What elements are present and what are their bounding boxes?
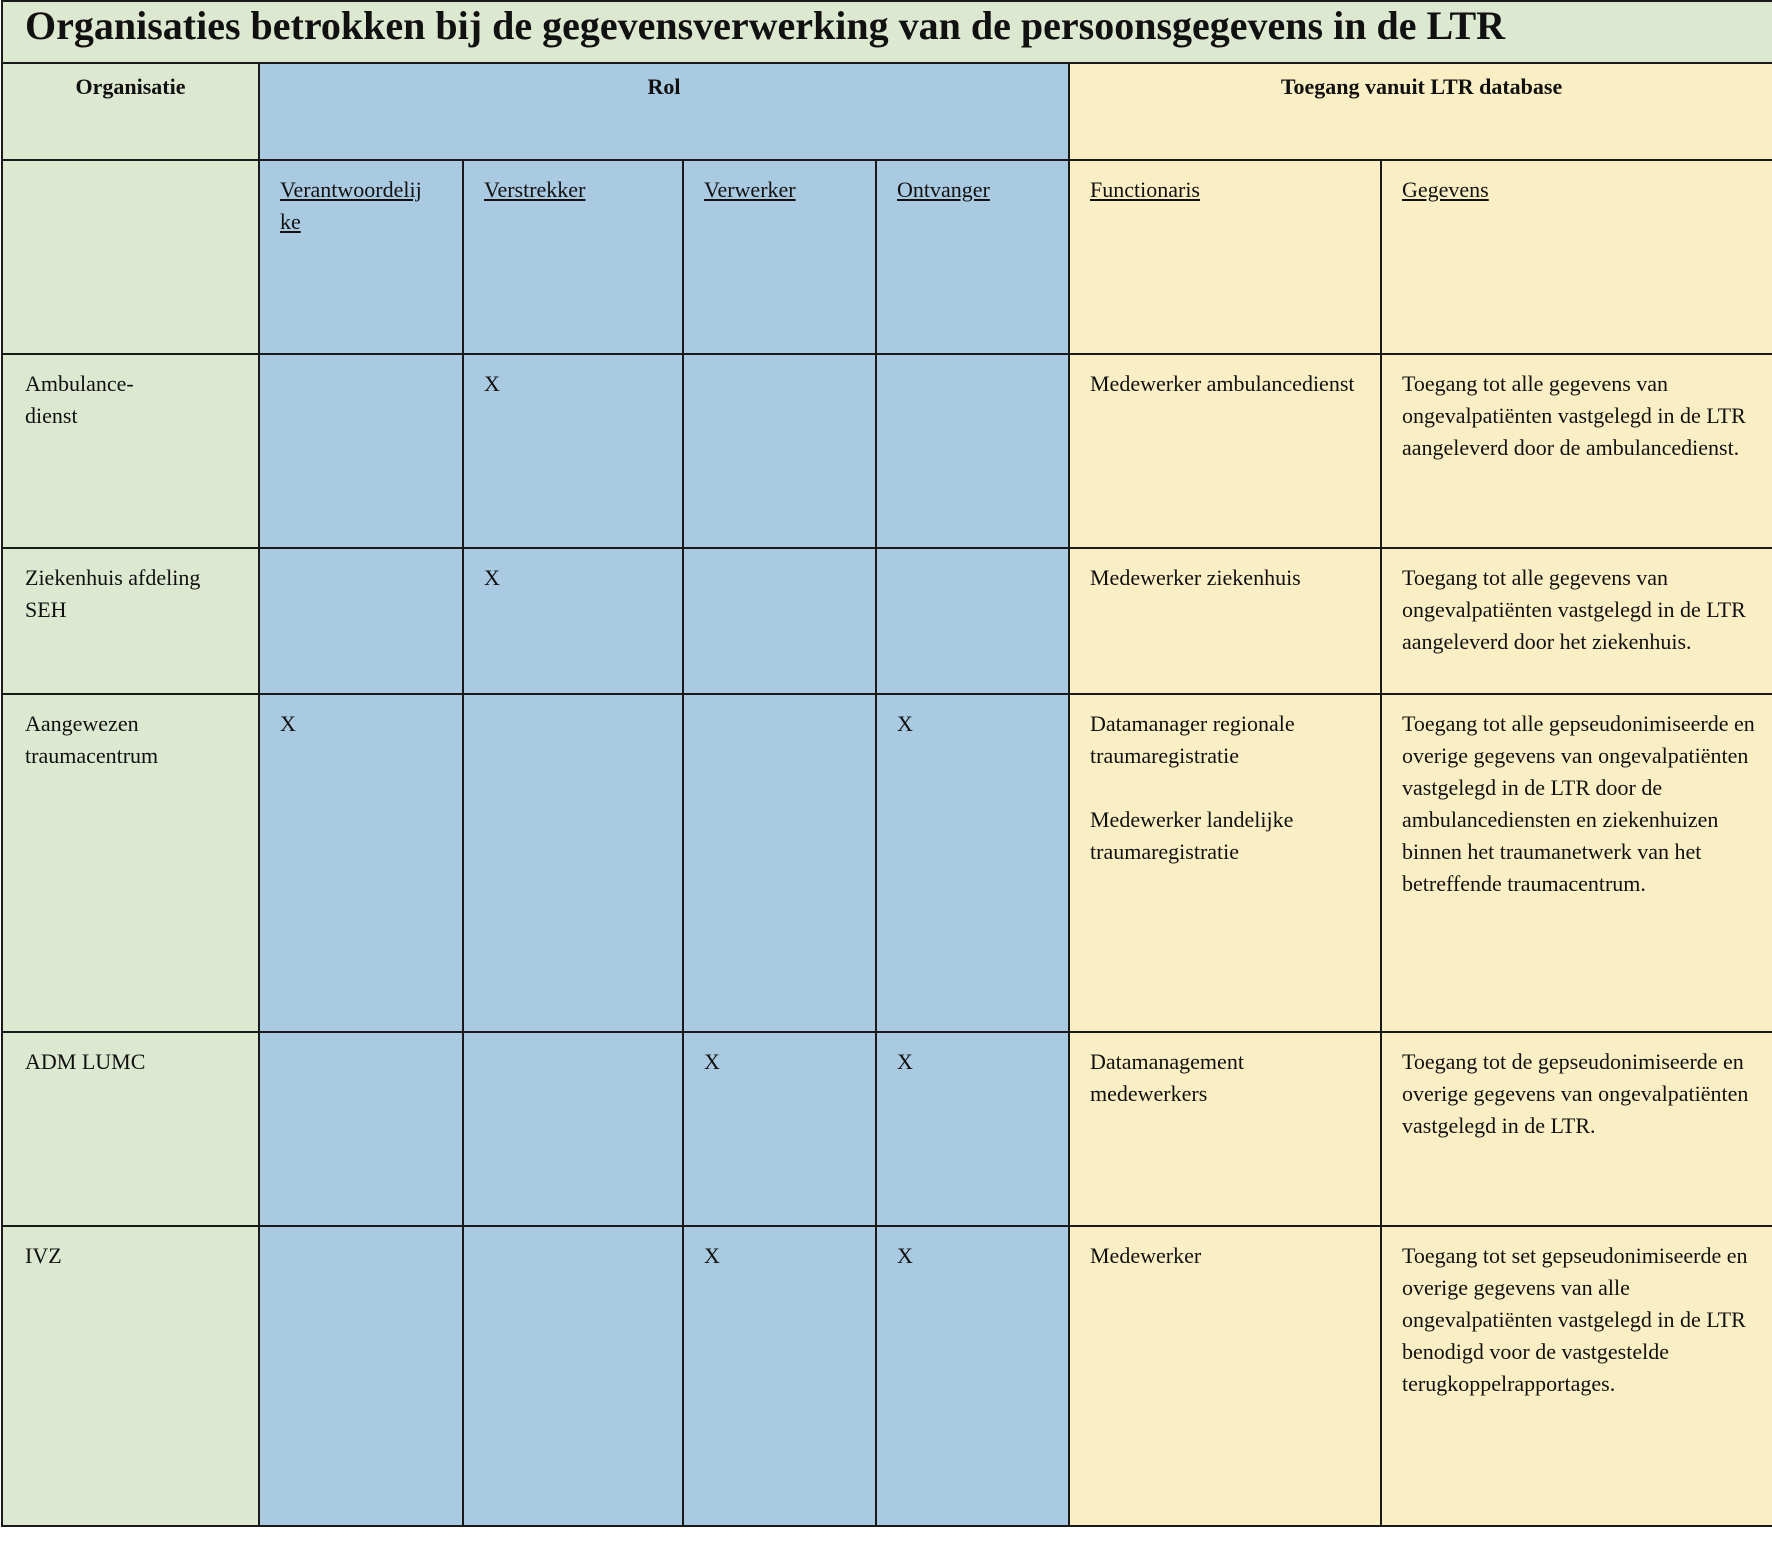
header-rol <box>259 63 1069 160</box>
cell-gegevens <box>1381 548 1772 694</box>
cell-verwerker <box>683 1226 876 1526</box>
table-row <box>2 1226 1772 1526</box>
table-row <box>2 354 1772 548</box>
cell-organisatie <box>2 694 259 1032</box>
verstrekker-mark: X <box>484 371 500 396</box>
verstrekker-mark <box>464 1033 682 1046</box>
cell-verantwoordelijke <box>259 1032 463 1226</box>
subheader-gegevens-label: Gegevens <box>1402 177 1489 202</box>
header-rol-label: Rol <box>647 74 681 99</box>
ontvanger-mark: X <box>897 1049 913 1074</box>
subheader-ontvanger <box>876 160 1069 354</box>
header-organisatie <box>2 63 259 160</box>
subheader-functionaris-label: Functionaris <box>1090 177 1200 202</box>
table-row <box>2 548 1772 694</box>
group-header-row <box>2 63 1772 160</box>
cell-gegevens <box>1381 694 1772 1032</box>
cell-gegevens <box>1381 1032 1772 1226</box>
functionaris-text: Datamanager regionale traumaregistratie Medewerker landelijke traumaregistratie <box>1090 711 1295 864</box>
cell-functionaris <box>1069 694 1381 1032</box>
subheader-ontvanger-label: Ontvanger <box>897 177 990 202</box>
gegevens-text: Toegang tot alle gegevens van ongevalpatiënten vastgelegd in de LTR aangeleverd door het ziekenhuis. <box>1402 565 1746 654</box>
cell-verstrekker <box>463 548 683 694</box>
cell-verwerker <box>683 354 876 548</box>
verstrekker-mark <box>464 695 682 708</box>
cell-functionaris <box>1069 548 1381 694</box>
subheader-gegevens <box>1381 160 1772 354</box>
title-cell <box>2 1 1772 63</box>
verantwoordelijke-mark <box>260 549 462 562</box>
subheader-functionaris <box>1069 160 1381 354</box>
functionaris-text: Datamanagement medewerkers <box>1090 1049 1244 1106</box>
gegevens-text: Toegang tot de gepseudonimiseerde en overige gegevens van ongevalpatiënten vastgelegd in de LTR. <box>1402 1049 1749 1138</box>
cell-verantwoordelijke <box>259 548 463 694</box>
cell-verantwoordelijke <box>259 1226 463 1526</box>
cell-functionaris <box>1069 1032 1381 1226</box>
header-toegang-label: Toegang vanuit LTR database <box>1280 74 1563 99</box>
cell-verantwoordelijke <box>259 694 463 1032</box>
subheader-verwerker <box>683 160 876 354</box>
organisatie-name: Ambulance- dienst <box>25 371 134 428</box>
ltr-organisations-table <box>1 0 1772 1527</box>
functionaris-text: Medewerker ziekenhuis <box>1090 565 1301 590</box>
ontvanger-mark: X <box>897 711 913 736</box>
cell-verwerker <box>683 548 876 694</box>
ontvanger-mark <box>877 549 1068 562</box>
verantwoordelijke-mark: X <box>280 711 296 736</box>
cell-organisatie <box>2 548 259 694</box>
gegevens-text: Toegang tot set gepseudonimiseerde en overige gegevens van alle ongevalpatiënten vastgelegd in de LTR benodigd voor de vastgestelde terugkoppelrapportages. <box>1402 1243 1748 1396</box>
cell-organisatie <box>2 354 259 548</box>
verwerker-mark <box>684 549 875 562</box>
cell-ontvanger <box>876 694 1069 1032</box>
organisatie-name: Aangewezen traumacentrum <box>25 711 159 768</box>
title-row <box>2 1 1772 63</box>
sub-header-row <box>2 160 1772 354</box>
subheader-empty <box>2 160 259 354</box>
verwerker-mark: X <box>704 1243 720 1268</box>
cell-ontvanger <box>876 1032 1069 1226</box>
verantwoordelijke-mark <box>260 1033 462 1046</box>
verwerker-mark <box>684 355 875 368</box>
cell-ontvanger <box>876 548 1069 694</box>
table-row <box>2 694 1772 1032</box>
subheader-verantwoordelijke <box>259 160 463 354</box>
cell-verantwoordelijke <box>259 354 463 548</box>
verstrekker-mark: X <box>484 565 500 590</box>
cell-functionaris <box>1069 1226 1381 1526</box>
header-organisatie-label: Organisatie <box>75 74 186 99</box>
cell-gegevens <box>1381 1226 1772 1526</box>
cell-verstrekker <box>463 694 683 1032</box>
cell-verwerker <box>683 694 876 1032</box>
subheader-verstrekker <box>463 160 683 354</box>
cell-ontvanger <box>876 1226 1069 1526</box>
functionaris-text: Medewerker <box>1090 1243 1202 1268</box>
verantwoordelijke-mark <box>260 355 462 368</box>
organisatie-name: IVZ <box>25 1243 62 1268</box>
organisatie-name: ADM LUMC <box>25 1049 146 1074</box>
subheader-verstrekker-label: Verstrekker <box>484 177 586 202</box>
verstrekker-mark <box>464 1227 682 1240</box>
subheader-verwerker-label: Verwerker <box>704 177 796 202</box>
header-toegang <box>1069 63 1772 160</box>
cell-gegevens <box>1381 354 1772 548</box>
table-title: Organisaties betrokken bij de gegevensverwerking van de persoonsgegevens in de LTR <box>25 3 1506 48</box>
cell-ontvanger <box>876 354 1069 548</box>
cell-organisatie <box>2 1226 259 1526</box>
table-row <box>2 1032 1772 1226</box>
functionaris-text: Medewerker ambulancedienst <box>1090 371 1355 396</box>
verwerker-mark: X <box>704 1049 720 1074</box>
gegevens-text: Toegang tot alle gegevens van ongevalpatiënten vastgelegd in de LTR aangeleverd door de ambulancedienst. <box>1402 371 1746 460</box>
cell-organisatie <box>2 1032 259 1226</box>
cell-verstrekker <box>463 1032 683 1226</box>
gegevens-text: Toegang tot alle gepseudonimiseerde en overige gegevens van ongevalpatiënten vastgelegd in de LTR door de ambulancediensten en ziekenhuizen binnen het traumanetwerk van het betreffende traumacentrum. <box>1402 711 1755 896</box>
verantwoordelijke-mark <box>260 1227 462 1240</box>
cell-verwerker <box>683 1032 876 1226</box>
verwerker-mark <box>684 695 875 708</box>
cell-verstrekker <box>463 1226 683 1526</box>
ontvanger-mark: X <box>897 1243 913 1268</box>
cell-verstrekker <box>463 354 683 548</box>
subheader-verantwoordelijke-label: Verantwoordelij ke <box>280 177 422 234</box>
organisatie-name: Ziekenhuis afdeling SEH <box>25 565 201 622</box>
ontvanger-mark <box>877 355 1068 368</box>
cell-functionaris <box>1069 354 1381 548</box>
